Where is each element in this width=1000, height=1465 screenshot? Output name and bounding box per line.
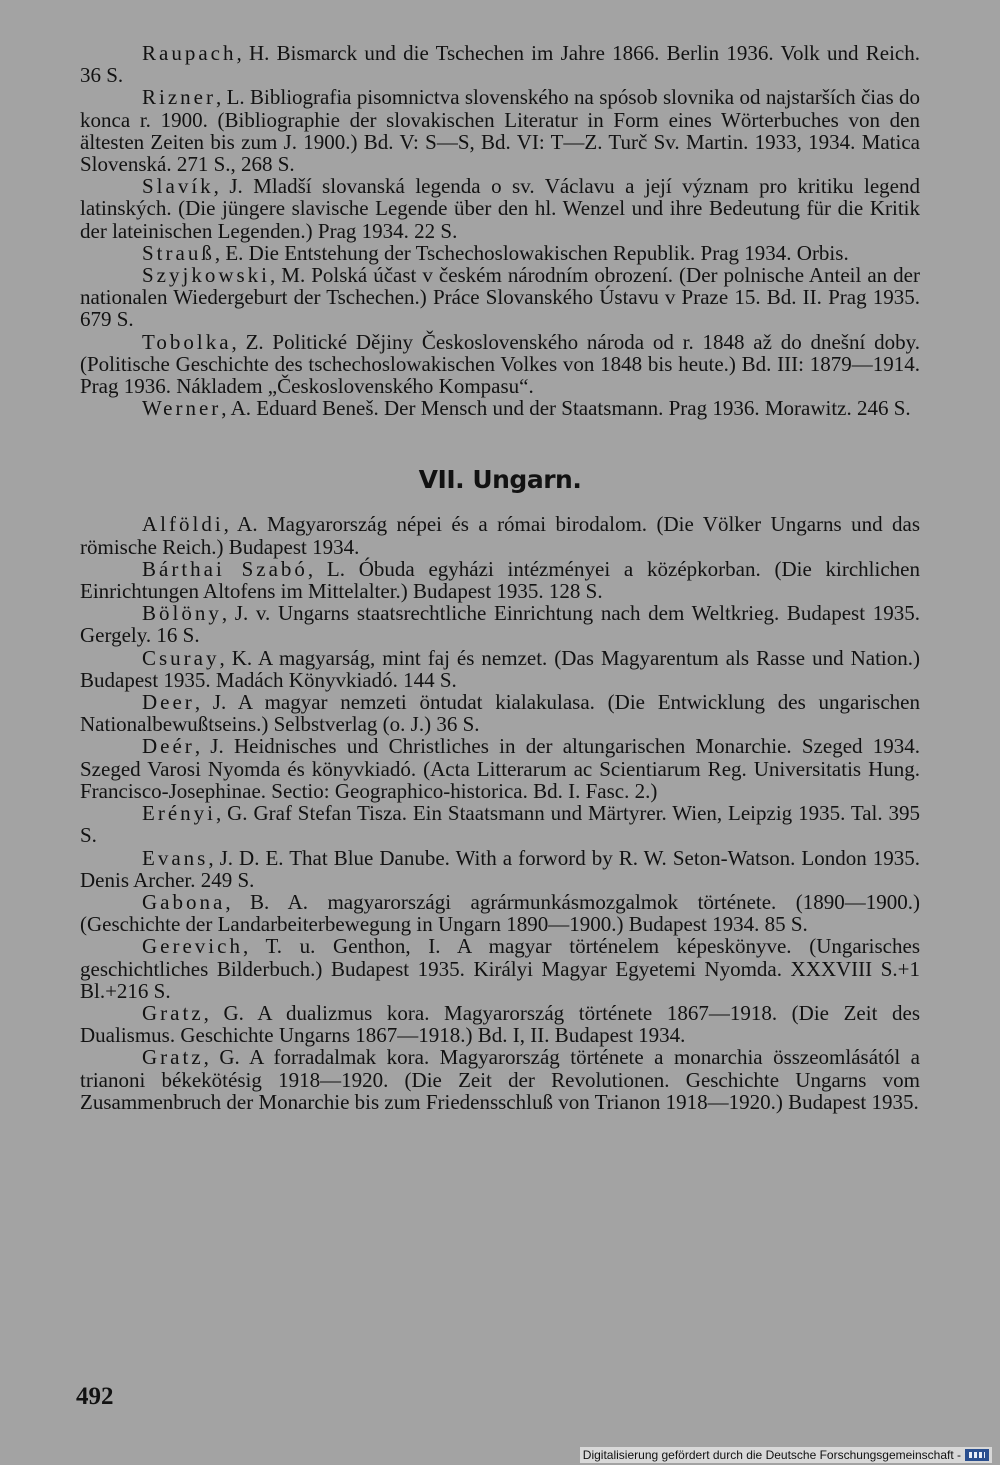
- page-number: 492: [76, 1383, 114, 1410]
- bibliography-entry: [80, 264, 920, 331]
- entry-text: , A. Magyarország népei és a római birodalom. (Die Völker Ungarns und das römische Reich.) Budapest 1934.: [80, 512, 920, 559]
- bibliography-entry: [80, 397, 920, 419]
- entry-text: , J. v. Ungarns staatsrechtliche Einrichtung nach dem Weltkrieg. Budapest 1935. Gergely. 16 S.: [80, 601, 920, 648]
- entry-text: , H. Bismarck und die Tschechen im Jahre 1866. Berlin 1936. Volk und Reich. 36 S.: [80, 41, 920, 88]
- dfg-logo-icon: [965, 1449, 989, 1461]
- entry-author: Csuray: [142, 645, 220, 670]
- bibliography-entry: [80, 1002, 920, 1046]
- entry-text: , L. Bibliografia pisomnictva slovenského na spósob slovnika od najstarších čias do konca r. 1900. (Bibliographie der slovakischen Literatur in Form eines Wörterbuches von den ältesten Zeiten bis zum J. 1900.) Bd. V: S—S, Bd. VI: T—Z. Turč Sv. Martin. 1933, 1934. Matica Slovenská. 271 S., 268 S.: [80, 85, 920, 177]
- bibliography-entry: [80, 558, 920, 602]
- bibliography-entry: [80, 175, 920, 242]
- bibliography-entry: [80, 42, 920, 86]
- bibliography-entry: [80, 847, 920, 891]
- entry-author: Bölöny: [142, 601, 222, 626]
- entry-author: Gabona: [142, 889, 226, 914]
- entry-author: Szyjkowski: [142, 263, 271, 288]
- footer-text: Digitalisierung gefördert durch die Deutsche Forschungsgemeinschaft -: [582, 1448, 961, 1462]
- entry-author: Strauß: [142, 240, 215, 265]
- entry-text: , J. Heidnisches und Christliches in der altungarischen Monarchie. Szeged 1934. Szeged Varosi Nyomda és könyvkiadó. (Acta Litterarum ac Scientiarum Reg. Universitatis Hung. Francisco-Josephinae. Sectio: Geographico-historica. Bd. I. Fasc. 2.): [80, 734, 920, 803]
- bibliography-entry: [80, 735, 920, 802]
- footer-credit: [580, 1447, 992, 1463]
- entry-author: Werner: [142, 396, 222, 421]
- entry-author: Raupach: [142, 41, 237, 65]
- bibliography-entry: [80, 242, 920, 264]
- entry-text: , Z. Politické Dějiny Československého národa od r. 1848 až do dnešní doby. (Politische Geschichte des tschechoslowakischen Volkes von 1848 bis heute.) Bd. III: 1879—1914. Prag 1936. Nákladem „Československého Kompasu“.: [80, 329, 920, 399]
- bibliography-entry: [80, 935, 920, 1002]
- bibliography-entry: [80, 802, 920, 846]
- entry-author: Deér: [142, 734, 195, 759]
- bibliography-list-before: [80, 42, 920, 419]
- entry-author: Erényi: [142, 801, 216, 826]
- entry-author: Slavík: [142, 174, 214, 199]
- entry-text: , K. A magyarság, mint faj és nemzet. (Das Magyarentum als Rasse und Nation.) Budapest 1935. Madách Könyvkiadó. 144 S.: [80, 645, 920, 692]
- bibliography-entry: [80, 331, 920, 398]
- bibliography-entry: [80, 691, 920, 735]
- entry-author: Rizner: [142, 85, 216, 110]
- entry-text: , M. Polská účast v českém národním obrození. (Der polnische Anteil an der nationalen Wiedergeburt der Tschechen.) Práce Slovanského Ústavu v Praze 15. Bd. II. Prag 1935. 679 S.: [80, 263, 920, 332]
- bibliography-entry: [80, 1046, 920, 1113]
- entry-text: , L. Óbuda egyházi intézményei a középkorban. (Die kirchlichen Einrichtungen Altofens im Mittelalter.) Budapest 1935. 128 S.: [80, 556, 920, 604]
- entry-text: , J. D. E. That Blue Danube. With a forword by R. W. Seton-Watson. London 1935. Denis Archer. 249 S.: [80, 845, 920, 892]
- entry-text: , B. A. magyarországi agrármunkásmozgalmok története. (1890—1900.) (Geschichte der Landarbeiterbewegung in Ungarn 1890—1900.) Budapest 1934. 85 S.: [80, 889, 920, 937]
- bibliography-entry: [80, 86, 920, 175]
- entry-author: Gratz: [142, 1000, 204, 1025]
- entry-text: , G. A forradalmak kora. Magyarország története a monarchia összeomlásától a trianoni békekötésig 1918—1920. (Die Zeit der Revolutionen. Geschichte Ungarns vom Zusammenbruch der Monarchie bis zum Friedensschluß von Trianon 1918—1920.) Budapest 1935.: [80, 1045, 920, 1114]
- entry-text: , E. Die Entstehung der Tschechoslowakischen Republik. Prag 1934. Orbis.: [214, 240, 849, 265]
- entry-text: , J. A magyar nemzeti öntudat kialakulasa. (Die Entwicklung des ungarischen Nationalbewußtseins.) Selbstverlag (o. J.) 36 S.: [80, 690, 920, 737]
- bibliography-entry: [80, 647, 920, 691]
- entry-author: Tobolka: [142, 329, 232, 354]
- entry-author: Deer: [142, 690, 195, 715]
- entry-text: , G. A dualizmus kora. Magyarország története 1867—1918. (Die Zeit des Dualismus. Geschichte Ungarns 1867—1918.) Bd. I, II. Budapest 1934.: [80, 1000, 920, 1048]
- entry-author: Bárthai Szabó: [142, 556, 308, 581]
- entry-author: Gratz: [142, 1045, 204, 1070]
- entry-text: , G. Graf Stefan Tisza. Ein Staatsmann und Märtyrer. Wien, Leipzig 1935. Tal. 395 S.: [80, 801, 920, 848]
- entry-author: Gerevich: [142, 934, 243, 959]
- entry-author: Alföldi: [142, 512, 224, 537]
- section-title: VII. Ungarn.: [418, 465, 582, 495]
- entry-author: Evans: [142, 845, 209, 870]
- bibliography-entry: [80, 513, 920, 557]
- document-page: [80, 42, 920, 1113]
- bibliography-list-after: [80, 513, 920, 1112]
- bibliography-entry: [80, 602, 920, 646]
- bibliography-entry: [80, 891, 920, 935]
- entry-text: , J. Mladší slovanská legenda o sv. Václavu a její význam pro kritiku legend latinských. (Die jüngere slavische Legende über den hl. Wenzel und ihre Bedeutung für die Kritik der lateinischen Legenden.) Prag 1934. 22 S.: [80, 174, 920, 243]
- entry-text: , A. Eduard Beneš. Der Mensch und der Staatsmann. Prag 1936. Morawitz. 246 S.: [221, 396, 911, 421]
- entry-text: , T. u. Genthon, I. A magyar történelem képeskönyve. (Ungarisches geschichtliches Bilderbuch.) Budapest 1935. Királyi Magyar Egyetemi Nyomda. XXXVIII S.+1 Bl.+216 S.: [80, 934, 920, 1003]
